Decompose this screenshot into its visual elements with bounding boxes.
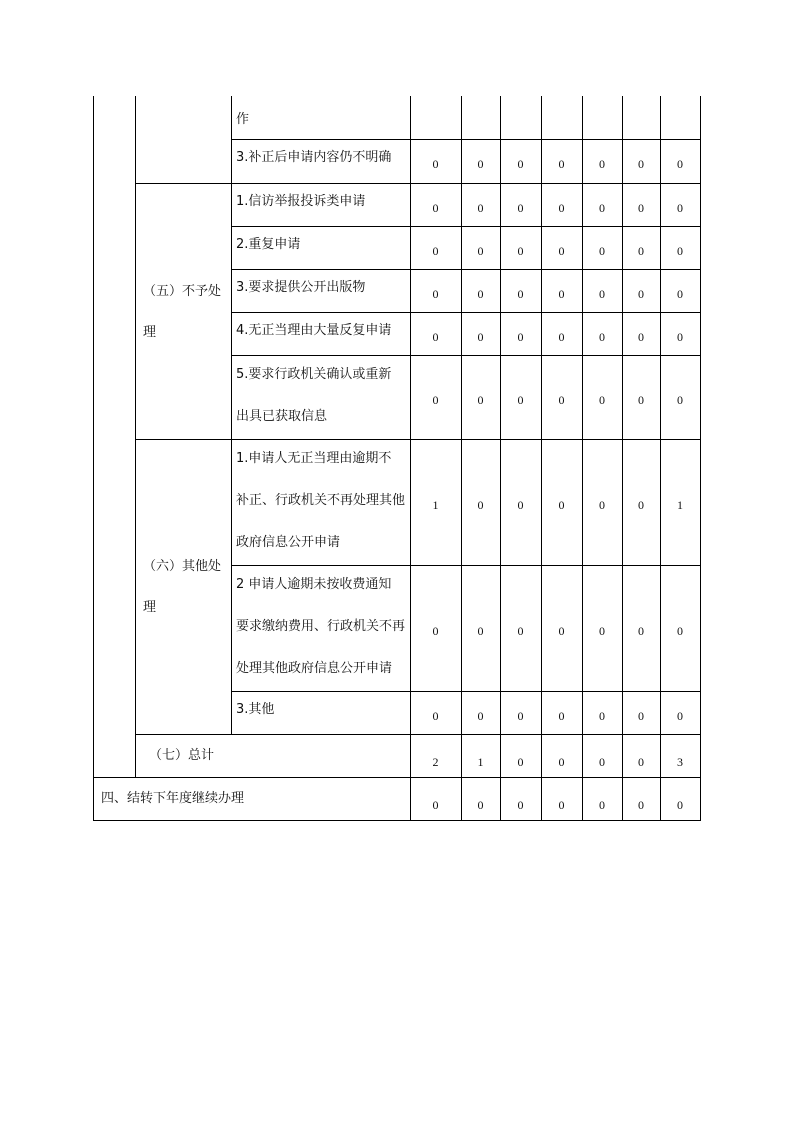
group-label: （六）其他处 [143, 559, 222, 574]
cell-value: 0 [558, 624, 565, 638]
cell-value: 0 [517, 243, 524, 258]
row-border [135, 183, 701, 184]
carry-over-value: 0 [432, 798, 439, 812]
cell-value: 1 [432, 498, 439, 512]
cell-value: 0 [599, 393, 605, 407]
carry-over-value: 0 [599, 798, 605, 812]
cell-value: 1 [677, 498, 683, 512]
item-label: 3.要求提供公开出版物 [236, 279, 366, 295]
item-label: 3.其他 [236, 701, 275, 717]
cell-value: 0 [638, 286, 644, 301]
cell-value: 0 [432, 243, 439, 258]
total-value: 0 [638, 755, 644, 769]
cell-value: 0 [677, 157, 683, 171]
column-border [93, 96, 94, 821]
cell-value: 0 [477, 329, 484, 344]
cell-value: 0 [517, 200, 524, 215]
total-label: （七）总计 [149, 748, 215, 763]
cell-value: 0 [477, 286, 484, 301]
row-border [231, 312, 701, 313]
total-value: 0 [558, 755, 565, 769]
cell-value: 0 [432, 157, 439, 171]
column-border [135, 96, 136, 778]
cell-value: 0 [677, 243, 683, 258]
total-value: 1 [477, 755, 484, 769]
row-border [135, 734, 701, 735]
cell-value: 0 [599, 624, 605, 638]
cell-value: 0 [599, 498, 605, 512]
cell-value: 0 [558, 708, 565, 723]
row-border [93, 820, 701, 821]
item-label-line: 要求缴纳费用、行政机关不再 [236, 619, 406, 634]
cell-value: 0 [517, 624, 524, 638]
cell-value: 0 [432, 286, 439, 301]
cell-value: 0 [558, 243, 565, 258]
cell-value: 0 [432, 200, 439, 215]
item-label-line: 出具已获取信息 [236, 409, 328, 424]
cell-value: 0 [517, 498, 524, 512]
cell-value: 0 [638, 708, 644, 723]
cell-value: 0 [558, 200, 565, 215]
item-label: 1.信访举报投诉类申请 [236, 193, 366, 209]
cell-value: 0 [677, 329, 683, 344]
row-border [135, 439, 701, 440]
item-label: 3.补正后申请内容仍不明确 [236, 150, 392, 165]
cell-value: 0 [477, 393, 484, 407]
cell-value: 0 [432, 329, 439, 344]
cell-value: 0 [517, 708, 524, 723]
cell-value: 0 [432, 393, 439, 407]
item-label-line: 政府信息公开申请 [236, 535, 341, 550]
carry-over-value: 0 [517, 798, 524, 812]
cell-value: 0 [517, 157, 524, 171]
cell-value: 0 [558, 498, 565, 512]
cell-value: 0 [677, 286, 683, 301]
cell-value: 0 [558, 286, 565, 301]
item-label-line: 补正、行政机关不再处理其他 [236, 493, 406, 508]
cell-value: 0 [677, 200, 683, 215]
cell-value: 0 [558, 329, 565, 344]
item-label: 2.重复申请 [236, 236, 301, 252]
carry-over-value: 0 [677, 798, 683, 812]
cell-value: 0 [677, 624, 683, 638]
cell-value: 0 [432, 708, 439, 723]
cell-value: 0 [599, 708, 605, 723]
carry-over-label: 四、结转下年度继续办理 [101, 791, 245, 806]
total-value: 0 [517, 755, 524, 769]
cell-value: 0 [638, 243, 644, 258]
total-value: 0 [599, 755, 605, 769]
item-label: 4.无正当理由大量反复申请 [236, 322, 392, 338]
cell-value: 0 [599, 243, 605, 258]
item-label-line: 2 申请人逾期未按收费通知 [236, 577, 392, 592]
row-border [231, 565, 701, 566]
cell-value: 0 [517, 329, 524, 344]
total-value: 3 [677, 755, 683, 769]
carry-over-value: 0 [477, 798, 484, 812]
cell-value: 0 [599, 329, 605, 344]
group-label: 理 [143, 325, 157, 340]
cell-value: 0 [638, 624, 644, 638]
total-value: 2 [432, 755, 439, 769]
cell-value: 0 [638, 393, 644, 407]
cell-value: 0 [477, 624, 484, 638]
cell-value: 0 [477, 157, 484, 171]
row-border [231, 139, 701, 140]
column-border [700, 96, 701, 821]
cell-value: 0 [638, 329, 644, 344]
row-border [231, 269, 701, 270]
carry-over-value: 0 [638, 798, 644, 812]
row-border [231, 226, 701, 227]
cell-value: 0 [432, 624, 439, 638]
cell-value: 0 [558, 393, 565, 407]
cell-value: 0 [599, 200, 605, 215]
group-label: 理 [143, 600, 157, 615]
column-border [231, 96, 232, 735]
cell-value: 0 [638, 498, 644, 512]
item-label: 作 [236, 112, 250, 127]
cell-value: 0 [517, 393, 524, 407]
row-border [231, 691, 701, 692]
row-border [231, 355, 701, 356]
row-border [93, 777, 701, 778]
cell-value: 0 [477, 200, 484, 215]
group-label: （五）不予处 [143, 284, 222, 299]
cell-value: 0 [599, 286, 605, 301]
item-label-line: 1.申请人无正当理由逾期不 [236, 451, 392, 466]
cell-value: 0 [677, 708, 683, 723]
cell-value: 0 [517, 286, 524, 301]
cell-value: 0 [477, 243, 484, 258]
item-label-line: 5.要求行政机关确认或重新 [236, 367, 392, 382]
cell-value: 0 [477, 708, 484, 723]
item-label-line: 处理其他政府信息公开申请 [236, 661, 393, 676]
cell-value: 0 [599, 157, 605, 171]
cell-value: 0 [677, 393, 683, 407]
cell-value: 0 [558, 157, 565, 171]
cell-value: 0 [638, 157, 644, 171]
carry-over-value: 0 [558, 798, 565, 812]
cell-value: 0 [477, 498, 484, 512]
cell-value: 0 [638, 200, 644, 215]
column-border [410, 96, 411, 821]
